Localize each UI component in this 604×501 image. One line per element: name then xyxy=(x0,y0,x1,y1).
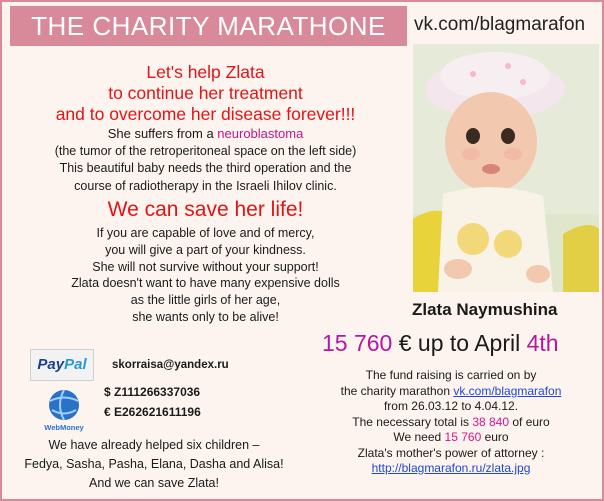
fund-line-6: Zlata's mother's power of attorney : xyxy=(357,445,545,460)
goal-number: 15 760 xyxy=(322,330,393,356)
details-line-2: This beautiful baby needs the third operation and the xyxy=(59,161,352,175)
save-her-life-heading: We can save her life! xyxy=(107,198,304,221)
fund-line-3: from 26.03.12 to 4.04.12. xyxy=(383,399,519,413)
plea-line-3: She will not survive without your support! xyxy=(92,259,319,274)
fund-info xyxy=(306,368,596,477)
webmoney-wordmark: WebMoney xyxy=(44,423,84,432)
paypal-logo-pal: Pal xyxy=(64,356,87,373)
fund-line-2 xyxy=(306,384,596,400)
plea-line-6: she wants only to be alive! xyxy=(132,309,279,324)
helped-line-1: We have already helped six children – xyxy=(48,438,260,452)
fund-line-1: The fund raising is carried on by xyxy=(365,368,537,382)
need-amount: 15 760 xyxy=(444,430,482,444)
goal-currency: € xyxy=(398,330,412,356)
child-photo xyxy=(413,44,599,292)
paypal-email: skorraisa@yandex.ru xyxy=(112,359,229,371)
plea-line-1: If you are capable of love and of mercy, xyxy=(96,226,315,240)
total-amount: 38 840 xyxy=(472,414,510,429)
total-suffix: of euro xyxy=(509,414,550,429)
paypal-logo xyxy=(30,349,94,381)
total-prefix: The necessary total is xyxy=(352,414,473,429)
plea-line-2: you will give a part of your kindness. xyxy=(105,242,306,257)
fund-line-5 xyxy=(306,430,596,446)
details-line-3: course of radiotherapy in the Israeli Ihilov clinic. xyxy=(74,178,337,193)
headline-line-1: Let's help Zlata xyxy=(146,62,265,82)
webmoney-euro-wallet: € E262621611196 xyxy=(104,405,201,419)
details-line-1: (the tumor of the retroperitoneal space on the left side) xyxy=(54,143,357,158)
baby-photo-illustration xyxy=(413,44,599,292)
disease-name: neuroblastoma xyxy=(217,126,304,141)
webmoney-logo xyxy=(38,388,90,432)
helped-line-3: And we can save Zlata! xyxy=(89,476,219,490)
goal-amount xyxy=(322,330,592,357)
power-of-attorney-link[interactable]: http://blagmarafon.ru/zlata.jpg xyxy=(371,461,531,475)
helped-line-2: Fedya, Sasha, Pasha, Elana, Dasha and Alisa! xyxy=(24,457,284,471)
webmoney-dollar-wallet: $ Z111266337036 xyxy=(104,385,201,399)
need-suffix: euro xyxy=(481,430,509,444)
disease-prefix: She suffers from a xyxy=(107,126,218,141)
headline-line-3: and to overcome her disease forever!!! xyxy=(55,104,356,124)
disease-line xyxy=(8,125,403,143)
fund-line-2-prefix: the charity marathon xyxy=(340,383,454,398)
child-name: Zlata Naymushina xyxy=(412,300,558,319)
need-prefix: We need xyxy=(393,430,445,444)
marathon-link[interactable]: vk.com/blagmarafon xyxy=(453,383,562,398)
goal-deadline-text: up to April xyxy=(411,330,527,356)
headline-line-2: to continue her treatment xyxy=(108,83,303,103)
webmoney-globe-icon xyxy=(38,388,90,432)
site-url: vk.com/blagmarafon xyxy=(414,14,586,35)
goal-deadline-day: 4th xyxy=(526,330,559,356)
appeal-text xyxy=(8,62,403,326)
helped-children xyxy=(4,436,304,493)
plea-line-5: as the little girls of her age, xyxy=(130,293,281,308)
fund-line-7 xyxy=(306,461,596,477)
plea-line-4: Zlata doesn't want to have many expensive dolls xyxy=(71,276,340,291)
page-title-banner: THE CHARITY MARATHONE xyxy=(10,6,407,46)
fund-line-4 xyxy=(306,415,596,431)
paypal-logo-pay: Pay xyxy=(37,356,65,373)
